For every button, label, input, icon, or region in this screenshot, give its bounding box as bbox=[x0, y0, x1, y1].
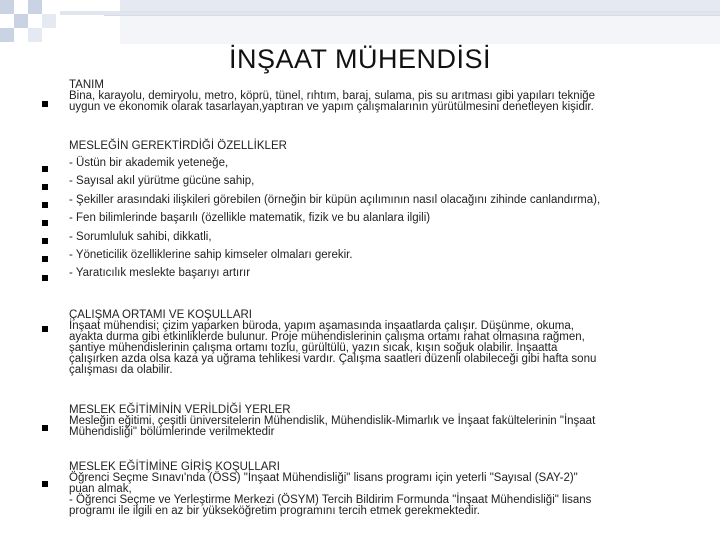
calisma-text-line: ayakta durma gibi etkinliklerde bulunur. Proje mühendislerinin çalışma ortamı rahat olmasına rağmen, bbox=[69, 331, 585, 343]
page-title: İNŞAAT MÜHENDİSİ bbox=[228, 44, 492, 74]
bullet-square-icon bbox=[42, 275, 48, 281]
calisma-text-line: çalışması da olabilir. bbox=[69, 364, 173, 376]
bullet-square-icon bbox=[42, 220, 48, 226]
giris-text-line: puan almak, bbox=[69, 483, 132, 495]
giris-text-line: - Öğrenci Seçme ve Yerleştirme Merkezi (ÖSYM) Tercih Bildirim Formunda "İnşaat Mühendisliği" lisans bbox=[69, 494, 592, 506]
bullet-square-icon bbox=[42, 202, 48, 208]
giris-text-line: Öğrenci Seçme Sınavı'nda (ÖSS) "İnşaat Mühendisliği" lisans programı için yeterli "Sayısal (SAY-2)" bbox=[69, 472, 578, 484]
list-item: - Yöneticilik özelliklerine sahip kimseler olmaları gerekir. bbox=[69, 249, 353, 262]
bullet-square-icon bbox=[42, 184, 48, 190]
decorative-checker-header bbox=[0, 0, 720, 45]
egitim-heading: MESLEK EĞİTİMİNİN VERİLDİĞİ YERLER bbox=[69, 404, 291, 416]
tanim-text-line: Bina, karayolu, demiryolu, metro, köprü, tünel, rıhtım, baraj, sulama, pis su arıtması gibi yapıları tekniğe bbox=[69, 90, 596, 102]
ozellikler-section bbox=[69, 141, 689, 283]
list-item: - Sayısal akıl yürütme gücüne sahip, bbox=[69, 175, 255, 188]
bullet-square-icon bbox=[42, 238, 48, 244]
calisma-heading: ÇALIŞMA ORTAMI VE KOŞULLARI bbox=[69, 309, 252, 321]
egitim-text-line: Mesleğin eğitimi, çeşitli üniversitelerin Mühendislik, Mühendislik-Mimarlık ve İnşaat fakültelerinin "İnşaat bbox=[69, 415, 596, 427]
giris-text-line: programı ile ilgili en az bir yükseköğretim programını tercih etmek gerekmektedir. bbox=[69, 505, 480, 517]
list-item: - Fen bilimlerinde başarılı (özellikle matematik, fizik ve bu alanlara ilgili) bbox=[69, 212, 431, 225]
list-item: - Yaratıcılık meslekte başarıyı artırır bbox=[69, 267, 251, 280]
tanim-text-line: uygun ve ekonomik olarak tasarlayan,yaptıran ve yapım çalışmalarının yürütülmesini denetleyen kişidir. bbox=[69, 101, 594, 113]
calisma-text-line: şantiye mühendislerinin çalışma ortamı tozlu, gürültülü, yazın sıcak, kışın soğuk olabilir. İnşaatta bbox=[69, 342, 558, 354]
calisma-section bbox=[69, 310, 689, 376]
ozellikler-heading: MESLEĞİN GEREKTİRDİĞİ ÖZELLİKLER bbox=[69, 140, 287, 152]
list-item: - Sorumluluk sahibi, dikkatli, bbox=[69, 230, 212, 243]
bullet-square-icon bbox=[42, 326, 48, 332]
list-item: - Şekiller arasındaki ilişkileri görebilen (örneğin bir küpün açılımının nasıl olacağını zihinde canlandırma), bbox=[69, 193, 601, 206]
calisma-text-line: çalışırken azda olsa kaza ya uğrama tehlikesi vardır. Çalışma saatleri düzenli olabileceği gibi hafta sonu bbox=[69, 353, 597, 365]
calisma-text-line: İnşaat mühendisi; çizim yaparken büroda, yapım aşamasında inşaatlarda çalışır. Düşünme, okuma, bbox=[69, 320, 574, 332]
bullet-square-icon bbox=[42, 256, 48, 262]
bullet-square-icon bbox=[42, 425, 48, 431]
list-item: - Üstün bir akademik yeteneğe, bbox=[69, 157, 229, 169]
bullet-square-icon bbox=[42, 481, 48, 487]
bullet-square-icon bbox=[42, 166, 48, 172]
tanim-section bbox=[69, 80, 689, 113]
egitim-section bbox=[69, 405, 689, 438]
giris-section bbox=[69, 462, 689, 517]
bullet-square-icon bbox=[42, 101, 48, 107]
giris-heading: MESLEK EĞİTİMİNE GİRİŞ KOŞULLARI bbox=[69, 461, 280, 473]
egitim-text-line: Mühendisliği" bölümlerinde verilmektedir bbox=[69, 426, 275, 438]
tanim-heading: TANIM bbox=[69, 79, 104, 91]
